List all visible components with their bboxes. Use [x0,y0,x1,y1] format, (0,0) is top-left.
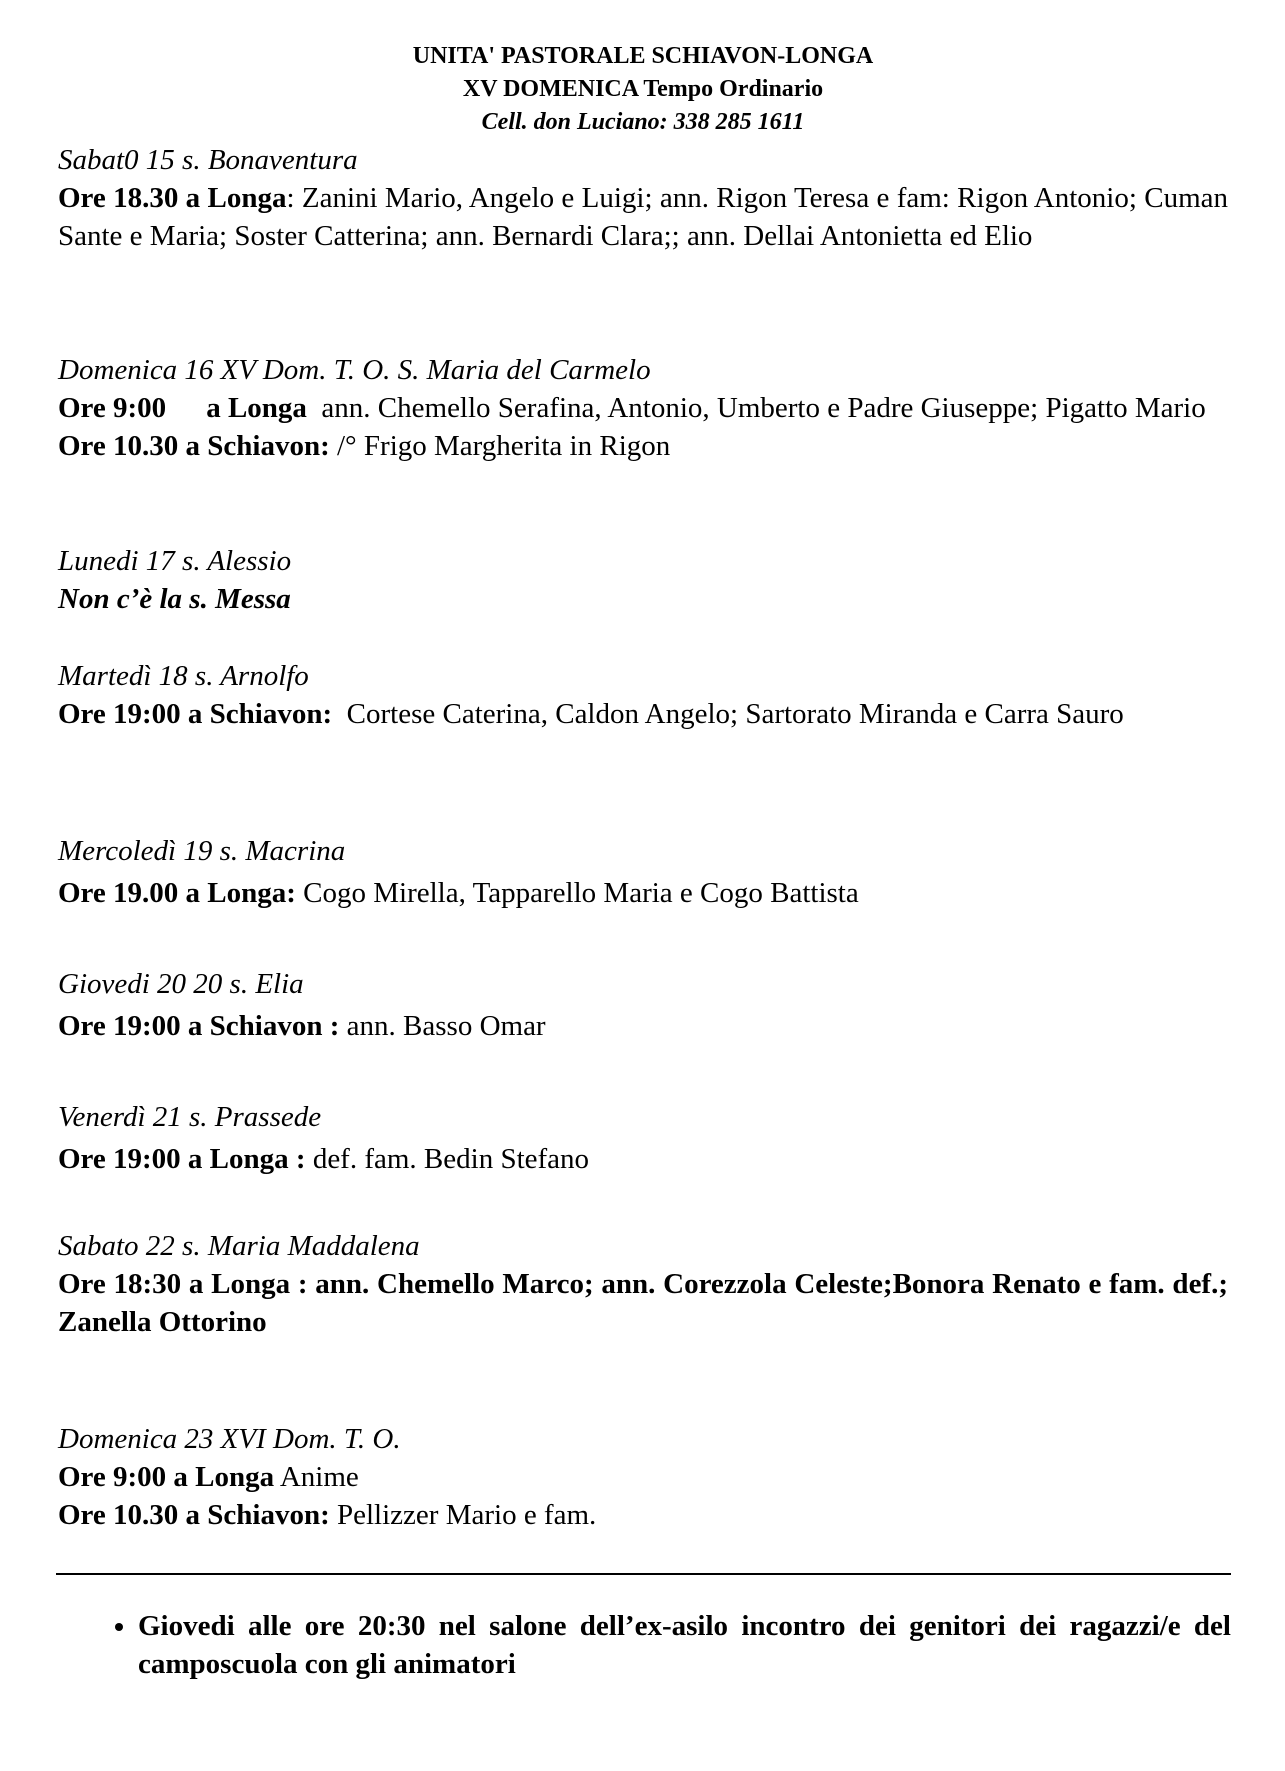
mass-line [58,427,1228,465]
mass-intentions: Anime [279,1461,359,1493]
mass-line [58,874,1228,912]
contact-phone: Cell. don Luciano: 338 285 1611 [481,109,805,135]
mass-time-place: Ore 18.30 a Longa [58,182,287,214]
mass-line [58,1007,1228,1045]
day-heading: Lunedi 17 s. Alessio [58,545,292,577]
schedule-entry [58,1420,1228,1534]
mass-intentions: Cogo Mirella, Tapparello Maria e Cogo Battista [303,877,859,909]
mass-time-place: Ore 19:00 a Longa : [58,1143,306,1175]
mass-intentions: ann. Chemello Serafina, Antonio, Umberto e Padre Giuseppe; Pigatto Mario [321,392,1206,424]
schedule-entry [58,832,1228,912]
day-heading: Domenica 23 XVI Dom. T. O. [58,1423,401,1455]
schedule-entry [58,141,1228,255]
schedule-entry [58,542,1228,618]
mass-time-place: Ore 19.00 a Longa: [58,877,296,909]
day-heading: Domenica 16 XV Dom. T. O. S. Maria del Carmelo [58,354,651,386]
schedule-entry [58,657,1228,733]
separator: : [286,182,302,214]
day-heading: Sabato 22 s. Maria Maddalena [58,1230,420,1262]
day-heading: Sabat0 15 s. Bonaventura [58,144,358,176]
mass-intentions: ann. Basso Omar [346,1010,546,1042]
mass-intentions: def. fam. Bedin Stefano [312,1143,590,1175]
mass-line [58,389,1228,427]
mass-time-place: Ore 10.30 a Schiavon: [58,1499,330,1531]
schedule-entry [58,965,1228,1045]
schedule-entry [58,1227,1228,1341]
day-heading: Venerdì 21 s. Prassede [58,1101,322,1133]
parish-title: UNITA' PASTORALE SCHIAVON-LONGA [412,43,874,69]
day-heading: Giovedi 20 20 s. Elia [58,968,304,1000]
schedule-entry [58,351,1228,465]
mass-line [58,1140,1228,1178]
mass-line [58,179,1228,255]
day-heading: Mercoledì 19 s. Macrina [58,835,346,867]
mass-place: a Longa [206,392,307,424]
mass-line [58,695,1228,733]
schedule-entry [58,1098,1228,1178]
mass-line [58,1458,1228,1496]
mass-time: Ore 9:00 [58,392,167,424]
mass-line: Ore 18:30 a Longa : ann. Chemello Marco; ann. Corezzola Celeste;Bonora Renato e fam. def.; Zanella Ottorino [58,1268,1228,1338]
mass-line [58,1496,1228,1534]
mass-intentions: Pellizzer Mario e fam. [337,1499,597,1531]
bulletin-page [58,0,1228,139]
day-heading: Martedì 18 s. Arnolfo [58,660,309,692]
mass-time-place: Ore 10.30 a Schiavon: [58,430,330,462]
mass-time-place: Ore 19:00 a Schiavon: [58,698,333,730]
notice-item: • Giovedi alle ore 20:30 nel salone dell’ex-asilo incontro dei genitori dei ragazzi/e del camposcuola con gli animatori [138,1607,1231,1683]
divider-line [56,1573,1231,1575]
mass-intentions: /° Frigo Margherita in Rigon [337,430,671,462]
mass-time-place: Ore 9:00 a Longa [58,1461,275,1493]
notices [96,1607,1231,1683]
bulletin-header [58,40,1228,139]
sunday-title: XV DOMENICA Tempo Ordinario [462,76,824,102]
no-mass-note: Non c’è la s. Messa [58,583,291,615]
mass-intentions: Cortese Caterina, Caldon Angelo; Sartorato Miranda e Carra Sauro [346,698,1124,730]
mass-time-place: Ore 19:00 a Schiavon : [58,1010,340,1042]
mass-intentions: Zanini Mario, Angelo e Luigi; ann. Rigon Teresa e fam: Rigon Antonio; Cuman Sante e Maria; Soster Catterina; ann. Bernardi Clara;; ann. Dellai Antonietta ed Elio [58,182,1229,252]
